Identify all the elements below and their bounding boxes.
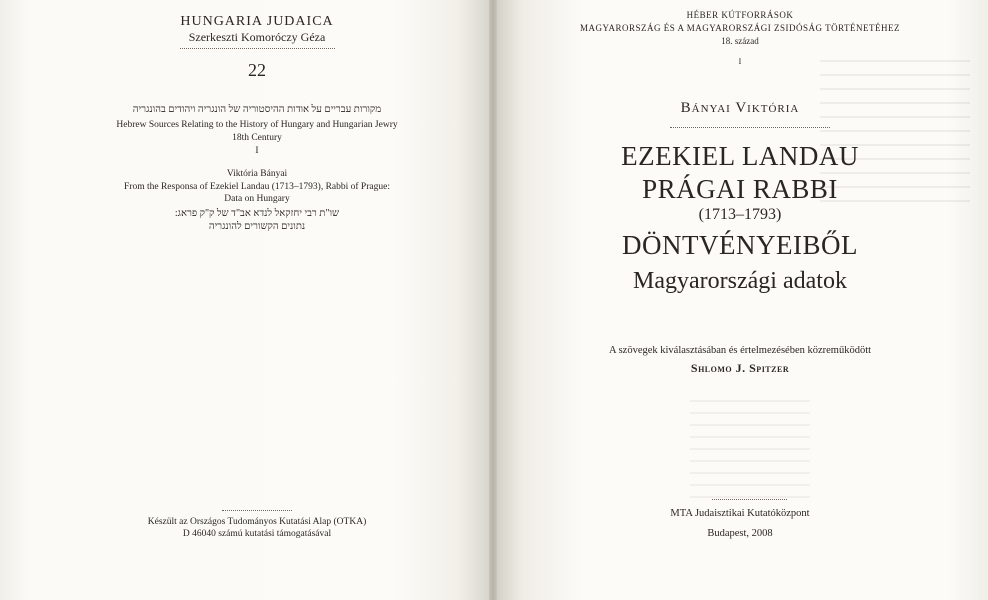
series-editor: Szerkeszti Komoróczy Géza [188, 30, 326, 44]
series-title: HUNGARIA JUDAICA [180, 14, 334, 29]
english-work-line: Data on Hungary [224, 194, 290, 204]
english-series-line: I [255, 146, 259, 156]
dotted-rule [180, 48, 335, 49]
title-line: EZEKIEL LANDAU [621, 141, 859, 171]
collaboration-note: A szövegek kiválasztásában és értelmezésében közreműködött [608, 345, 872, 356]
publisher: MTA Judaisztikai Kutatóközpont [670, 508, 810, 519]
author-name: Bányai Viktória [680, 100, 800, 116]
supra-title-line: I [738, 57, 742, 66]
book-gutter [489, 0, 497, 600]
english-work-line: From the Responsa of Ezekiel Landau (1713–1793), Rabbi of Prague: [124, 182, 390, 192]
hebrew-work-title [97, 207, 417, 233]
hebrew-work-line: נתונים הקשורים להונגריה [208, 221, 306, 232]
funding-line: D 46040 számú kutatási támogatásával [182, 529, 332, 539]
series-number: 22 [248, 60, 266, 80]
dotted-rule [670, 127, 830, 128]
english-author: Viktória Bányai [226, 169, 288, 179]
hebrew-series-title: מקורות עבריים על אודות ההיסטוריה של הונגריה ויהודים בהונגריה [132, 104, 382, 115]
supra-title-line: 18. század [721, 36, 759, 46]
dotted-rule [222, 510, 292, 511]
title-line: DÖNTVÉNYEIBŐL [622, 230, 858, 260]
funding-line: Készült az Országos Tudományos Kutatási Alap (OTKA) [147, 517, 367, 527]
collaborator-name: Shlomo J. Spitzer [690, 361, 790, 375]
english-series-title [97, 119, 417, 158]
english-work-title [97, 181, 417, 205]
title-line: PRÁGAI RABBI [642, 174, 838, 204]
dotted-rule [712, 499, 787, 500]
funding-note [97, 516, 417, 540]
place-and-year: Budapest, 2008 [707, 528, 773, 539]
supra-title-line: HÉBER KÚTFORRÁSOK [686, 10, 794, 20]
hebrew-work-line: שו"ת רבי יחזקאל לנדא אב"ד של ק"ק פראג: [174, 208, 340, 219]
show-through-shadow [690, 400, 810, 500]
english-series-line: 18th Century [232, 133, 282, 143]
supra-title-line: MAGYARORSZÁG ÉS A MAGYARORSZÁGI ZSIDÓSÁG TÖRTÉNETÉHEZ [579, 23, 901, 33]
subtitle: Magyarországi adatok [633, 268, 847, 294]
english-series-line: Hebrew Sources Relating to the History of Hungary and Hungarian Jewry [116, 120, 398, 130]
title-years: (1713–1793) [698, 206, 782, 223]
